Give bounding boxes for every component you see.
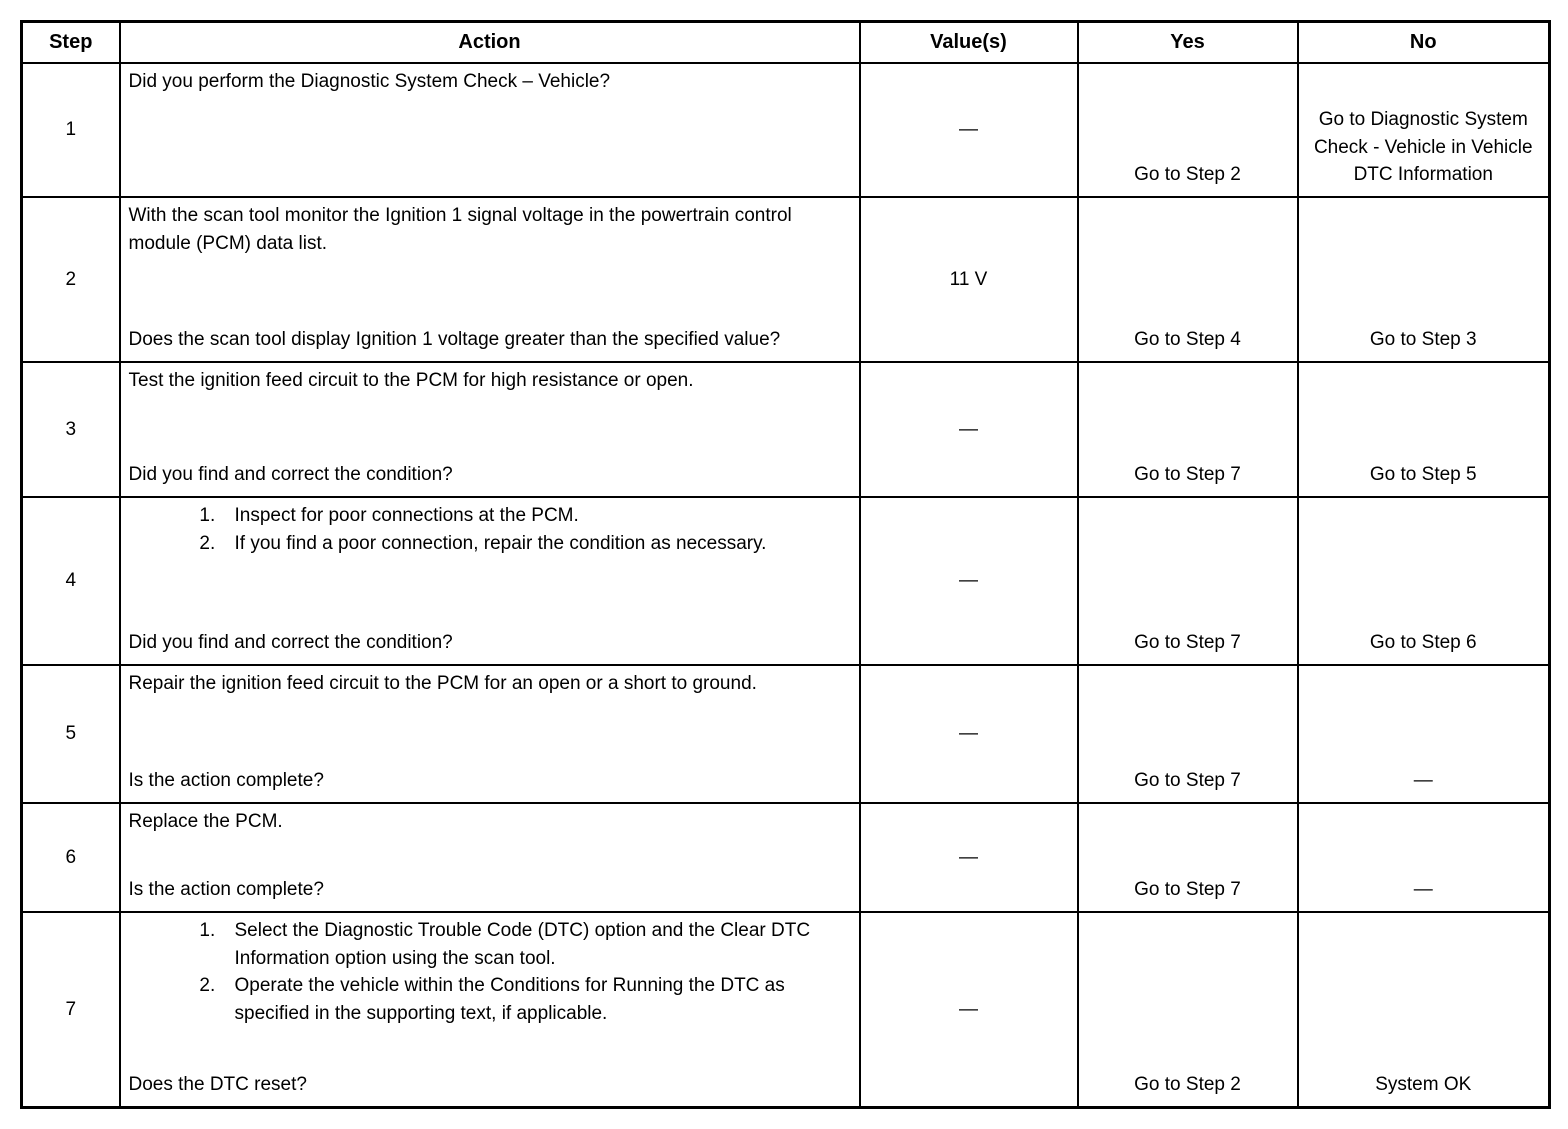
value-cell: — (860, 803, 1078, 912)
action-text: Repair the ignition feed circuit to the PCM for an open or a short to ground. (128, 673, 757, 694)
no-cell: — (1298, 665, 1550, 803)
action-text: Did you perform the Diagnostic System Check – Vehicle? (128, 71, 611, 92)
action-text: Test the ignition feed circuit to the PCM for high resistance or open. (128, 370, 694, 391)
diagnostic-table (20, 20, 1551, 1109)
column-header-no: No (1298, 22, 1550, 64)
action-question: Does the scan tool display Ignition 1 voltage greater than the specified value? (128, 329, 781, 351)
yes-cell: Go to Step 4 (1078, 197, 1298, 362)
table-row (22, 362, 1550, 497)
table-row (22, 912, 1550, 1108)
no-cell: Go to Step 5 (1298, 362, 1550, 497)
no-cell: — (1298, 803, 1550, 912)
header-row (22, 22, 1550, 64)
action-question: Does the DTC reset? (128, 1074, 307, 1096)
no-cell: Go to Step 6 (1298, 497, 1550, 665)
step-cell: 7 (22, 912, 120, 1108)
action-list (129, 502, 851, 557)
action-question: Did you find and correct the condition? (128, 464, 453, 486)
value-cell: 11 V (860, 197, 1078, 362)
step-cell: 5 (22, 665, 120, 803)
column-header-step: Step (22, 22, 120, 64)
value-cell: — (860, 362, 1078, 497)
yes-cell: Go to Step 7 (1078, 497, 1298, 665)
action-cell (120, 912, 860, 1108)
action-text: Replace the PCM. (128, 811, 283, 832)
column-header-value: Value(s) (860, 22, 1078, 64)
yes-cell: Go to Step 2 (1078, 63, 1298, 197)
value-cell: — (860, 63, 1078, 197)
column-header-action: Action (120, 22, 860, 64)
column-header-yes: Yes (1078, 22, 1298, 64)
step-cell: 1 (22, 63, 120, 197)
no-cell: Go to Diagnostic System Check - Vehicle in Vehicle DTC Information (1298, 63, 1550, 197)
action-question: Is the action complete? (128, 770, 324, 792)
step-cell: 2 (22, 197, 120, 362)
table-row (22, 497, 1550, 665)
yes-cell: Go to Step 7 (1078, 803, 1298, 912)
step-cell: 6 (22, 803, 120, 912)
action-cell (120, 63, 860, 197)
action-list-item: 2. Operate the vehicle within the Conditions for Running the DTC as specified in the supporting text, if applicable. (221, 972, 851, 1027)
action-question: Is the action complete? (128, 879, 324, 901)
yes-cell: Go to Step 7 (1078, 665, 1298, 803)
yes-cell: Go to Step 7 (1078, 362, 1298, 497)
action-question: Did you find and correct the condition? (128, 632, 453, 654)
action-cell (120, 362, 860, 497)
action-list-item: 1. Inspect for poor connections at the PCM. (221, 502, 851, 530)
action-cell (120, 665, 860, 803)
table-row (22, 63, 1550, 197)
table-row (22, 665, 1550, 803)
action-cell (120, 197, 860, 362)
table-row (22, 803, 1550, 912)
action-text: With the scan tool monitor the Ignition 1 signal voltage in the powertrain control module (PCM) data list. (128, 205, 792, 254)
step-cell: 4 (22, 497, 120, 665)
action-list-item: 1. Select the Diagnostic Trouble Code (DTC) option and the Clear DTC Information option using the scan tool. (221, 917, 851, 972)
action-cell (120, 803, 860, 912)
action-list-item: 2. If you find a poor connection, repair the condition as necessary. (221, 530, 851, 558)
action-list (129, 917, 851, 1027)
table-row (22, 197, 1550, 362)
step-cell: 3 (22, 362, 120, 497)
no-cell: Go to Step 3 (1298, 197, 1550, 362)
yes-cell: Go to Step 2 (1078, 912, 1298, 1108)
value-cell: — (860, 497, 1078, 665)
value-cell: — (860, 912, 1078, 1108)
value-cell: — (860, 665, 1078, 803)
action-cell (120, 497, 860, 665)
no-cell: System OK (1298, 912, 1550, 1108)
